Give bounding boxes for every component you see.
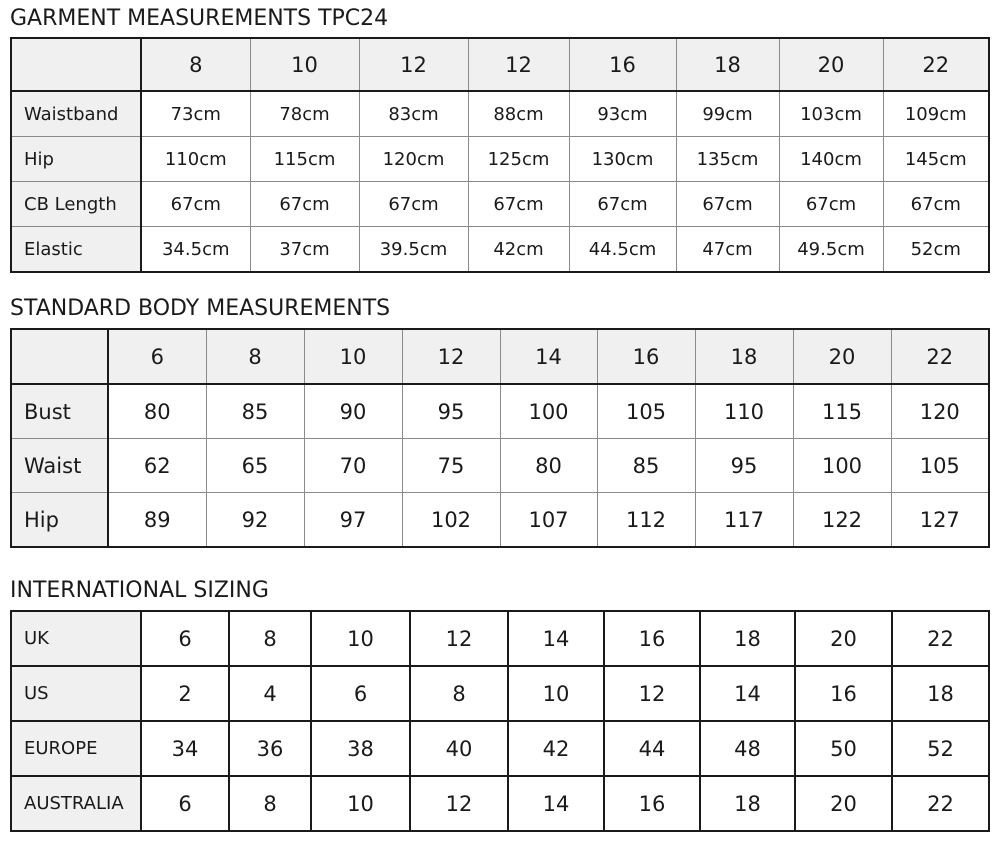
table-cell: 120 bbox=[891, 384, 989, 439]
garment-size-header: 8 bbox=[141, 38, 250, 91]
table-cell: 85 bbox=[597, 439, 695, 493]
table-cell: 135cm bbox=[676, 137, 779, 182]
row-label-hip: Hip bbox=[11, 493, 108, 548]
table-cell: 73cm bbox=[141, 91, 250, 137]
table-cell: 67cm bbox=[250, 182, 359, 227]
table-cell: 110cm bbox=[141, 137, 250, 182]
table-cell: 36 bbox=[229, 721, 311, 776]
table-cell: 37cm bbox=[250, 227, 359, 273]
table-cell: 100 bbox=[500, 384, 597, 439]
table-cell: 6 bbox=[141, 611, 229, 666]
table-cell: 125cm bbox=[468, 137, 569, 182]
table-cell: 10 bbox=[311, 611, 410, 666]
table-cell: 39.5cm bbox=[359, 227, 468, 273]
garment-title: GARMENT MEASUREMENTS TPC24 bbox=[10, 6, 389, 31]
garment-size-header: 22 bbox=[883, 38, 989, 91]
body-size-header: 8 bbox=[206, 329, 304, 384]
table-cell: 83cm bbox=[359, 91, 468, 137]
body-size-header: 20 bbox=[793, 329, 891, 384]
table-cell: 67cm bbox=[569, 182, 676, 227]
table-row bbox=[11, 611, 989, 666]
table-row bbox=[11, 776, 989, 831]
table-cell: 14 bbox=[508, 611, 604, 666]
international-title: INTERNATIONAL SIZING bbox=[10, 578, 269, 603]
table-cell: 67cm bbox=[779, 182, 883, 227]
body-corner-cell bbox=[11, 329, 108, 384]
table-cell: 70 bbox=[304, 439, 402, 493]
table-cell: 2 bbox=[141, 666, 229, 721]
table-cell: 14 bbox=[508, 776, 604, 831]
table-cell: 95 bbox=[402, 384, 500, 439]
table-cell: 52 bbox=[892, 721, 989, 776]
table-cell: 49.5cm bbox=[779, 227, 883, 273]
table-cell: 80 bbox=[108, 384, 206, 439]
row-label-cb-length: CB Length bbox=[11, 182, 141, 227]
table-cell: 115cm bbox=[250, 137, 359, 182]
table-row bbox=[11, 91, 989, 137]
garment-table bbox=[10, 37, 990, 273]
table-cell: 65 bbox=[206, 439, 304, 493]
table-cell: 99cm bbox=[676, 91, 779, 137]
table-cell: 10 bbox=[311, 776, 410, 831]
body-size-header: 12 bbox=[402, 329, 500, 384]
table-cell: 110 bbox=[695, 384, 793, 439]
table-cell: 20 bbox=[795, 776, 892, 831]
row-label-elastic: Elastic bbox=[11, 227, 141, 273]
table-cell: 95 bbox=[695, 439, 793, 493]
table-cell: 34 bbox=[141, 721, 229, 776]
table-cell: 100 bbox=[793, 439, 891, 493]
table-cell: 18 bbox=[700, 611, 795, 666]
table-cell: 34.5cm bbox=[141, 227, 250, 273]
table-cell: 6 bbox=[141, 776, 229, 831]
body-size-header: 16 bbox=[597, 329, 695, 384]
table-cell: 42cm bbox=[468, 227, 569, 273]
table-cell: 89 bbox=[108, 493, 206, 548]
table-cell: 4 bbox=[229, 666, 311, 721]
table-cell: 62 bbox=[108, 439, 206, 493]
body-size-header: 10 bbox=[304, 329, 402, 384]
table-cell: 67cm bbox=[468, 182, 569, 227]
table-cell: 52cm bbox=[883, 227, 989, 273]
table-cell: 145cm bbox=[883, 137, 989, 182]
table-cell: 18 bbox=[892, 666, 989, 721]
table-row bbox=[11, 182, 989, 227]
body-size-header: 18 bbox=[695, 329, 793, 384]
row-label-uk: UK bbox=[11, 611, 141, 666]
table-cell: 117 bbox=[695, 493, 793, 548]
garment-size-header: 18 bbox=[676, 38, 779, 91]
table-cell: 85 bbox=[206, 384, 304, 439]
table-cell: 120cm bbox=[359, 137, 468, 182]
table-row bbox=[11, 384, 989, 439]
table-cell: 16 bbox=[604, 611, 700, 666]
table-cell: 14 bbox=[700, 666, 795, 721]
table-cell: 8 bbox=[229, 776, 311, 831]
table-cell: 107 bbox=[500, 493, 597, 548]
table-cell: 16 bbox=[604, 776, 700, 831]
body-title: STANDARD BODY MEASUREMENTS bbox=[10, 296, 391, 321]
table-cell: 67cm bbox=[883, 182, 989, 227]
table-cell: 140cm bbox=[779, 137, 883, 182]
table-cell: 80 bbox=[500, 439, 597, 493]
table-cell: 22 bbox=[892, 776, 989, 831]
garment-size-header: 20 bbox=[779, 38, 883, 91]
table-row bbox=[11, 666, 989, 721]
table-cell: 78cm bbox=[250, 91, 359, 137]
garment-corner-cell bbox=[11, 38, 141, 91]
table-cell: 88cm bbox=[468, 91, 569, 137]
garment-header-row bbox=[11, 38, 989, 91]
table-cell: 12 bbox=[410, 611, 508, 666]
table-cell: 48 bbox=[700, 721, 795, 776]
table-cell: 44.5cm bbox=[569, 227, 676, 273]
row-label-us: US bbox=[11, 666, 141, 721]
table-cell: 16 bbox=[795, 666, 892, 721]
table-row bbox=[11, 227, 989, 273]
table-row bbox=[11, 721, 989, 776]
row-label-hip: Hip bbox=[11, 137, 141, 182]
table-cell: 18 bbox=[700, 776, 795, 831]
table-cell: 67cm bbox=[676, 182, 779, 227]
table-cell: 112 bbox=[597, 493, 695, 548]
table-cell: 115 bbox=[793, 384, 891, 439]
body-table bbox=[10, 328, 990, 548]
table-cell: 109cm bbox=[883, 91, 989, 137]
table-cell: 6 bbox=[311, 666, 410, 721]
table-cell: 12 bbox=[410, 776, 508, 831]
row-label-australia: AUSTRALIA bbox=[11, 776, 141, 831]
table-cell: 8 bbox=[410, 666, 508, 721]
table-cell: 90 bbox=[304, 384, 402, 439]
row-label-bust: Bust bbox=[11, 384, 108, 439]
table-cell: 12 bbox=[604, 666, 700, 721]
table-cell: 40 bbox=[410, 721, 508, 776]
table-cell: 38 bbox=[311, 721, 410, 776]
table-cell: 92 bbox=[206, 493, 304, 548]
table-cell: 20 bbox=[795, 611, 892, 666]
row-label-europe: EUROPE bbox=[11, 721, 141, 776]
table-cell: 105 bbox=[891, 439, 989, 493]
body-size-header: 14 bbox=[500, 329, 597, 384]
table-cell: 10 bbox=[508, 666, 604, 721]
body-size-header: 22 bbox=[891, 329, 989, 384]
table-cell: 47cm bbox=[676, 227, 779, 273]
body-header-row bbox=[11, 329, 989, 384]
garment-size-header: 10 bbox=[250, 38, 359, 91]
table-cell: 122 bbox=[793, 493, 891, 548]
table-cell: 93cm bbox=[569, 91, 676, 137]
garment-size-header: 12 bbox=[359, 38, 468, 91]
table-cell: 102 bbox=[402, 493, 500, 548]
table-cell: 67cm bbox=[359, 182, 468, 227]
row-label-waistband: Waistband bbox=[11, 91, 141, 137]
table-cell: 75 bbox=[402, 439, 500, 493]
table-cell: 127 bbox=[891, 493, 989, 548]
table-row bbox=[11, 493, 989, 548]
table-cell: 22 bbox=[892, 611, 989, 666]
table-cell: 97 bbox=[304, 493, 402, 548]
table-cell: 42 bbox=[508, 721, 604, 776]
table-cell: 103cm bbox=[779, 91, 883, 137]
international-table bbox=[10, 610, 990, 832]
garment-size-header: 12 bbox=[468, 38, 569, 91]
garment-size-header: 16 bbox=[569, 38, 676, 91]
table-row bbox=[11, 439, 989, 493]
body-size-header: 6 bbox=[108, 329, 206, 384]
table-cell: 50 bbox=[795, 721, 892, 776]
table-cell: 67cm bbox=[141, 182, 250, 227]
table-cell: 105 bbox=[597, 384, 695, 439]
row-label-waist: Waist bbox=[11, 439, 108, 493]
table-row bbox=[11, 137, 989, 182]
table-cell: 44 bbox=[604, 721, 700, 776]
table-cell: 130cm bbox=[569, 137, 676, 182]
table-cell: 8 bbox=[229, 611, 311, 666]
